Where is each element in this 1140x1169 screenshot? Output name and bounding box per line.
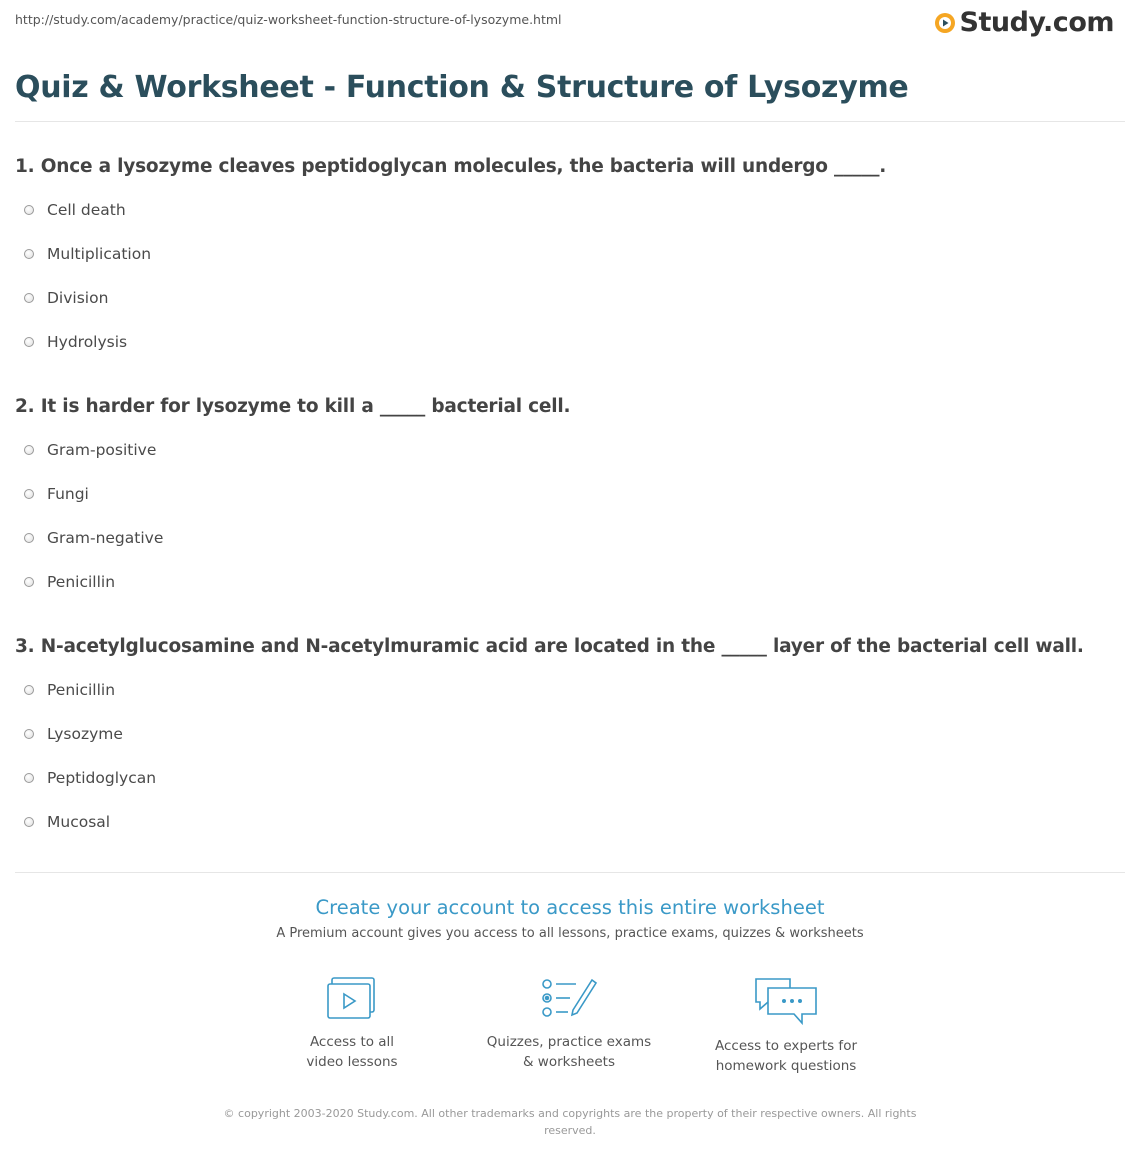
feature-text-line: homework questions <box>715 1058 857 1074</box>
choice-1a[interactable] <box>24 200 126 220</box>
copyright-footer <box>0 1105 1140 1139</box>
feature-text-line: Access to experts for <box>714 1038 857 1054</box>
choice-2d[interactable] <box>24 572 115 592</box>
radio-button[interactable] <box>24 337 34 347</box>
radio-button[interactable] <box>24 577 34 587</box>
feature-text-line: & worksheets <box>522 1054 615 1070</box>
choice-label: Cell death <box>47 201 126 219</box>
feature-quizzes <box>469 976 669 1072</box>
radio-button[interactable] <box>24 773 34 783</box>
footer-line: reserved. <box>544 1124 596 1137</box>
feature-video-lessons <box>252 976 452 1072</box>
choice-label: Hydrolysis <box>47 333 128 351</box>
choice-3d[interactable] <box>24 812 110 832</box>
radio-button[interactable] <box>24 445 34 455</box>
cta-create-account-link[interactable]: Create your account to access this entire worksheet <box>315 896 825 919</box>
feature-experts <box>686 976 886 1076</box>
choice-label: Gram-positive <box>47 441 157 459</box>
choice-label: Penicillin <box>47 681 116 699</box>
radio-button[interactable] <box>24 729 34 739</box>
feature-text-line: Access to all <box>309 1034 395 1050</box>
choice-label: Lysozyme <box>47 725 123 743</box>
footer-line: © copyright 2003-2020 Study.com. All other trademarks and copyrights are the property of their respective owners. All rights <box>223 1107 917 1120</box>
page-title: Quiz & Worksheet - Function & Structure of Lysozyme <box>15 70 909 105</box>
radio-button[interactable] <box>24 205 34 215</box>
choice-3a[interactable] <box>24 680 115 700</box>
study-logo[interactable] <box>934 8 1114 38</box>
question-2: 2. It is harder for lysozyme to kill a _____ bacterial cell. <box>15 396 571 417</box>
cta-subtitle: A Premium account gives you access to all lessons, practice exams, quizzes & worksheets <box>276 926 864 941</box>
choice-2b[interactable] <box>24 484 89 504</box>
choice-1d[interactable] <box>24 332 127 352</box>
choice-label: Penicillin <box>47 573 116 591</box>
choice-1b[interactable] <box>24 244 151 264</box>
chat-bubbles-icon <box>754 976 818 1026</box>
logo-text: Study.com <box>959 7 1114 38</box>
radio-button[interactable] <box>24 249 34 259</box>
divider <box>15 121 1125 122</box>
choice-label: Gram-negative <box>47 529 164 547</box>
video-lessons-icon <box>326 976 378 1022</box>
question-3: 3. N-acetylglucosamine and N-acetylmuramic acid are located in the _____ layer of the bacterial cell wall. <box>15 636 1084 657</box>
radio-button[interactable] <box>24 489 34 499</box>
radio-button[interactable] <box>24 817 34 827</box>
radio-button[interactable] <box>24 533 34 543</box>
radio-button[interactable] <box>24 293 34 303</box>
choice-2a[interactable] <box>24 440 156 460</box>
choice-label: Fungi <box>47 485 89 503</box>
choice-2c[interactable] <box>24 528 163 548</box>
question-1: 1. Once a lysozyme cleaves peptidoglycan molecules, the bacteria will undergo _____. <box>15 156 887 177</box>
radio-button[interactable] <box>24 685 34 695</box>
choice-3b[interactable] <box>24 724 123 744</box>
page-url: http://study.com/academy/practice/quiz-worksheet-function-structure-of-lysozyme.html <box>15 12 562 27</box>
choice-label: Peptidoglycan <box>47 769 157 787</box>
choice-label: Mucosal <box>47 813 111 831</box>
quiz-checklist-icon <box>540 976 598 1022</box>
feature-text-line: video lessons <box>306 1054 398 1070</box>
feature-text-line: Quizzes, practice exams <box>486 1034 652 1050</box>
logo-play-icon <box>934 12 956 34</box>
choice-1c[interactable] <box>24 288 108 308</box>
choice-label: Division <box>47 289 109 307</box>
choice-3c[interactable] <box>24 768 156 788</box>
divider <box>15 872 1125 873</box>
top-bar <box>0 0 1140 50</box>
choice-label: Multiplication <box>47 245 152 263</box>
